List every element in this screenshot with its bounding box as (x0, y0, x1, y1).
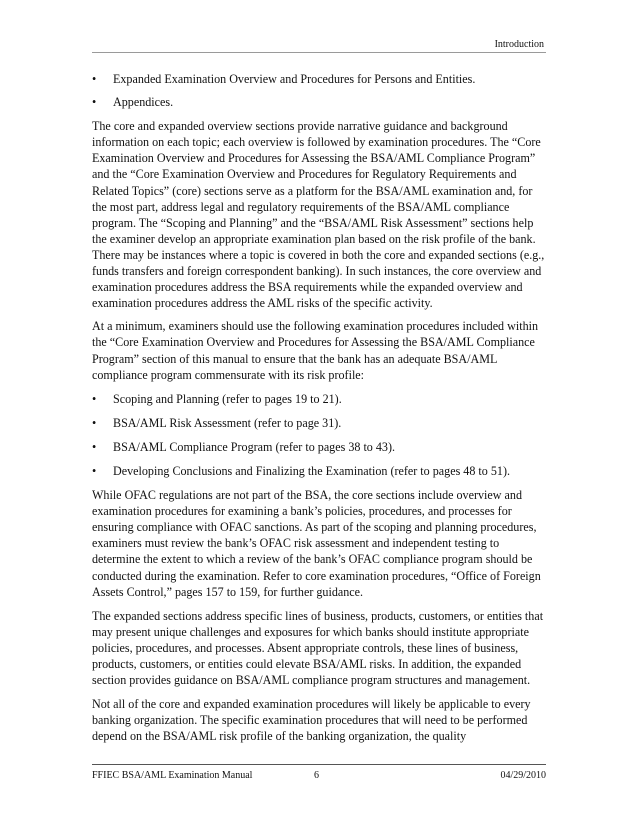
bullet-glyph: • (92, 415, 97, 430)
footer-rule (92, 764, 546, 765)
header-rule (92, 52, 546, 53)
bullet-item (92, 71, 546, 87)
bullet-item (92, 94, 546, 110)
bullet-text: Scoping and Planning (refer to pages 19 to 21). (113, 391, 342, 406)
footer-date: 04/29/2010 (500, 770, 546, 781)
bullet-item (92, 415, 546, 431)
running-header: Introduction (494, 39, 544, 50)
paragraph-applicability: Not all of the core and expanded examination procedures will likely be applicable to every banking organization. The specific examination procedures that will need to be performed depend on the BSA/AML risk profile of the banking organization, the quality (92, 697, 531, 744)
bullet-text: Expanded Examination Overview and Procedures for Persons and Entities. (113, 72, 476, 86)
bullet-text: Appendices. (113, 95, 174, 110)
paragraph-minimum-procedures: At a minimum, examiners should use the following examination procedures included within the “Core Examination Overview and Procedures for Assessing the BSA/AML Compliance Program” section of this manual to ensure that the bank has an adequate BSA/AML compliance program commensurate with its risk profile: (92, 319, 539, 382)
bullet-glyph: • (92, 72, 97, 86)
bullet-glyph: • (92, 463, 97, 478)
bullet-item (92, 439, 546, 455)
bullet-text: BSA/AML Risk Assessment (refer to page 31). (113, 415, 342, 430)
bullet-text: Developing Conclusions and Finalizing the Examination (refer to pages 48 to 51). (113, 463, 510, 478)
paragraph-ofac: While OFAC regulations are not part of the BSA, the core sections include overview and examination procedures for examining a bank’s policies, procedures, and processes for ensuring compliance with OFAC sanctions. As part of the scoping and planning procedures, examiners must review the bank’s OFAC risk assessment and independent testing to determine the extent to which a review of the bank’s OFAC compliance program should be conducted during the examination. Refer to core examination procedures, “Office of Foreign Assets Control,” pages 157 to 159, for further guidance. (92, 488, 541, 599)
paragraph-expanded-sections: The expanded sections address specific lines of business, products, customers, or entities that may present unique challenges and exposures for which banks should institute appropriate policies, procedures, and processes. Absent appropriate controls, these lines of business, products, customers, or entities could elevate BSA/AML risks. In addition, the expanded section provides guidance on BSA/AML compliance program structures and management. (92, 608, 544, 688)
bullet-glyph: • (92, 95, 97, 110)
bullet-glyph: • (92, 391, 97, 406)
page-number: 6 (314, 770, 319, 781)
bullet-item (92, 391, 546, 407)
footer-manual-title: FFIEC BSA/AML Examination Manual (92, 770, 253, 781)
paragraph-overview: The core and expanded overview sections provide narrative guidance and background information on each topic; each overview is followed by examination procedures. The “Core Examination Overview and Procedures for Assessing the BSA/AML Compliance Program” and the “Core Examination Overview and Procedures for Regulatory Requirements and Related Topics” (core) sections serve as a platform for the BSA/AML examination and, for the most part, address legal and regulatory requirements of the BSA/AML compliance program. The “Scoping and Planning” and the “BSA/AML Risk Assessment” sections help the examiner develop an appropriate examination plan based on the risk profile of the bank. There may be instances where a topic is covered in both the core and expanded sections (e.g., funds transfers and foreign correspondent banking). In such instances, the core overview and examination procedures address the BSA requirements while the expanded overview and examination procedures address the AML risks of the specific activity. (92, 119, 545, 311)
page-body (92, 71, 546, 744)
running-footer (92, 770, 546, 784)
bullet-text: BSA/AML Compliance Program (refer to pages 38 to 43). (113, 439, 396, 454)
bullet-item (92, 463, 546, 479)
bullet-glyph: • (92, 439, 97, 454)
